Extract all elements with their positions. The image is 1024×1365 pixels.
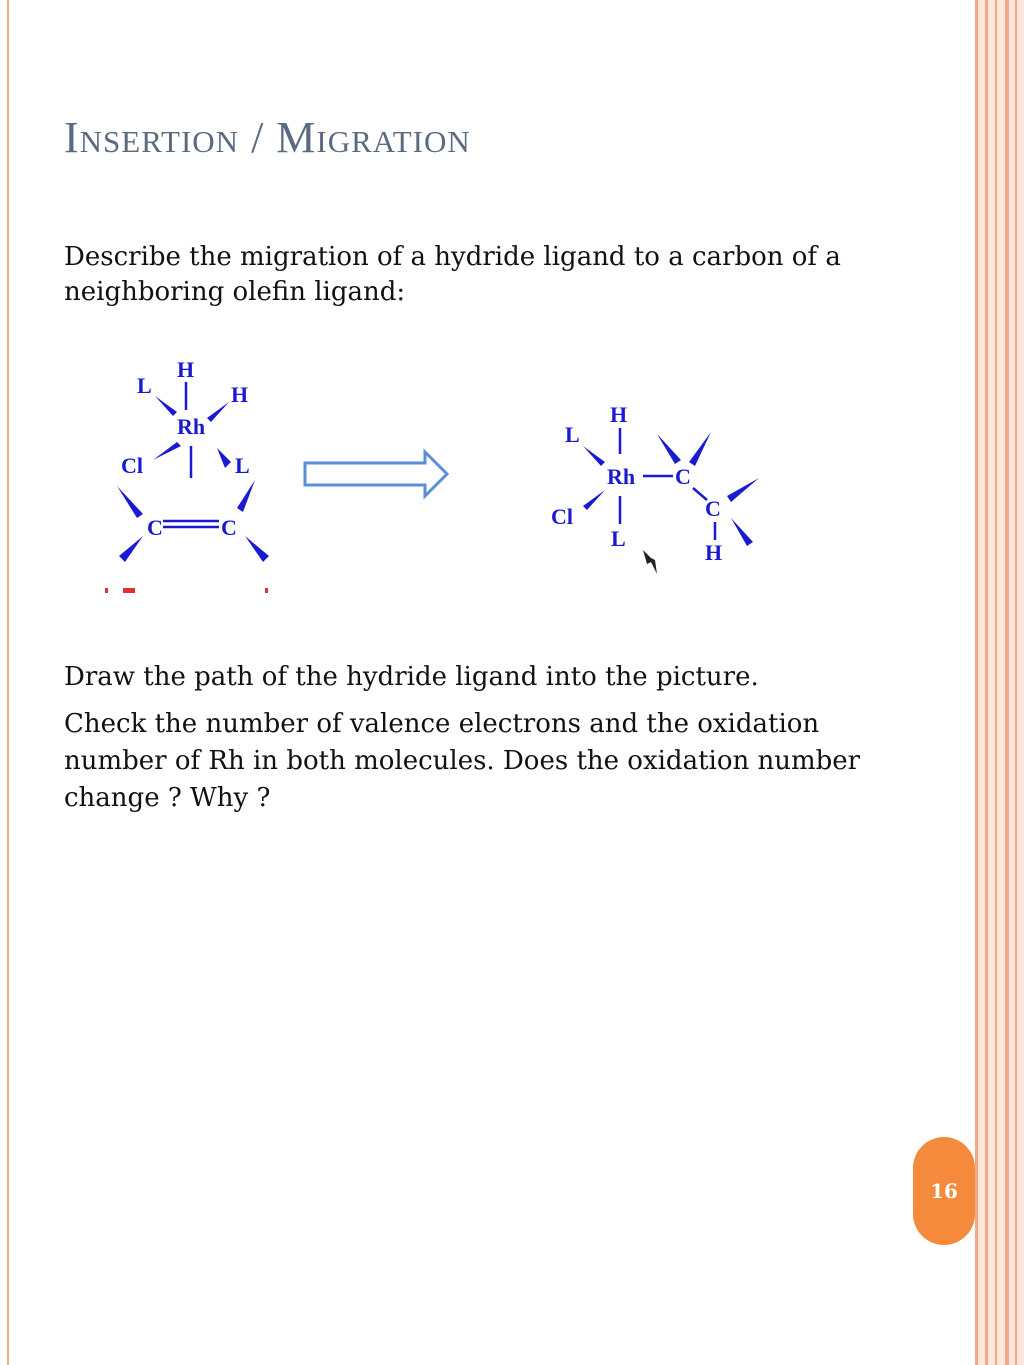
slide-title: Insertion / Migration (64, 113, 471, 162)
page-number: 16 (930, 1179, 958, 1203)
instruction-draw-path: Draw the path of the hydride ligand into the picture. (64, 662, 759, 692)
reactant-molecule (117, 357, 269, 562)
intro-text: Describe the migration of a hydride ligand to a carbon of a neighboring olefin ligand: (64, 242, 841, 307)
pen-cursor-icon (643, 550, 657, 574)
product-molecule (551, 402, 759, 565)
frame-right-border (975, 0, 1024, 1365)
reactant-cl: Cl (121, 453, 143, 478)
product-h-top: H (610, 402, 628, 427)
cropped-fragment (105, 588, 268, 593)
reactant-carbon-2: C (221, 515, 237, 540)
product-l-upper: L (565, 422, 580, 447)
reactant-l-lower: L (235, 453, 250, 478)
page-number-badge (913, 1137, 975, 1245)
reaction-arrow-icon (305, 452, 447, 496)
reactant-l-upper: L (137, 373, 152, 398)
product-l-lower: L (611, 526, 626, 551)
reactant-h-right: H (231, 382, 249, 407)
reactant-carbon-1: C (147, 515, 163, 540)
product-cl: Cl (551, 504, 573, 529)
product-carbon-2: C (705, 496, 721, 521)
reaction-diagram (95, 350, 795, 595)
frame-left-line (7, 0, 9, 1365)
product-h-bottom: H (705, 540, 723, 565)
product-metal-rh: Rh (607, 464, 636, 489)
reactant-metal-rh: Rh (177, 414, 206, 439)
instruction-check-electrons: Check the number of valence electrons and the oxidation number of Rh in both molecules. Does the oxidation number change ? Why ? (64, 709, 861, 813)
product-carbon-1: C (675, 464, 691, 489)
reactant-h-top: H (177, 357, 195, 382)
